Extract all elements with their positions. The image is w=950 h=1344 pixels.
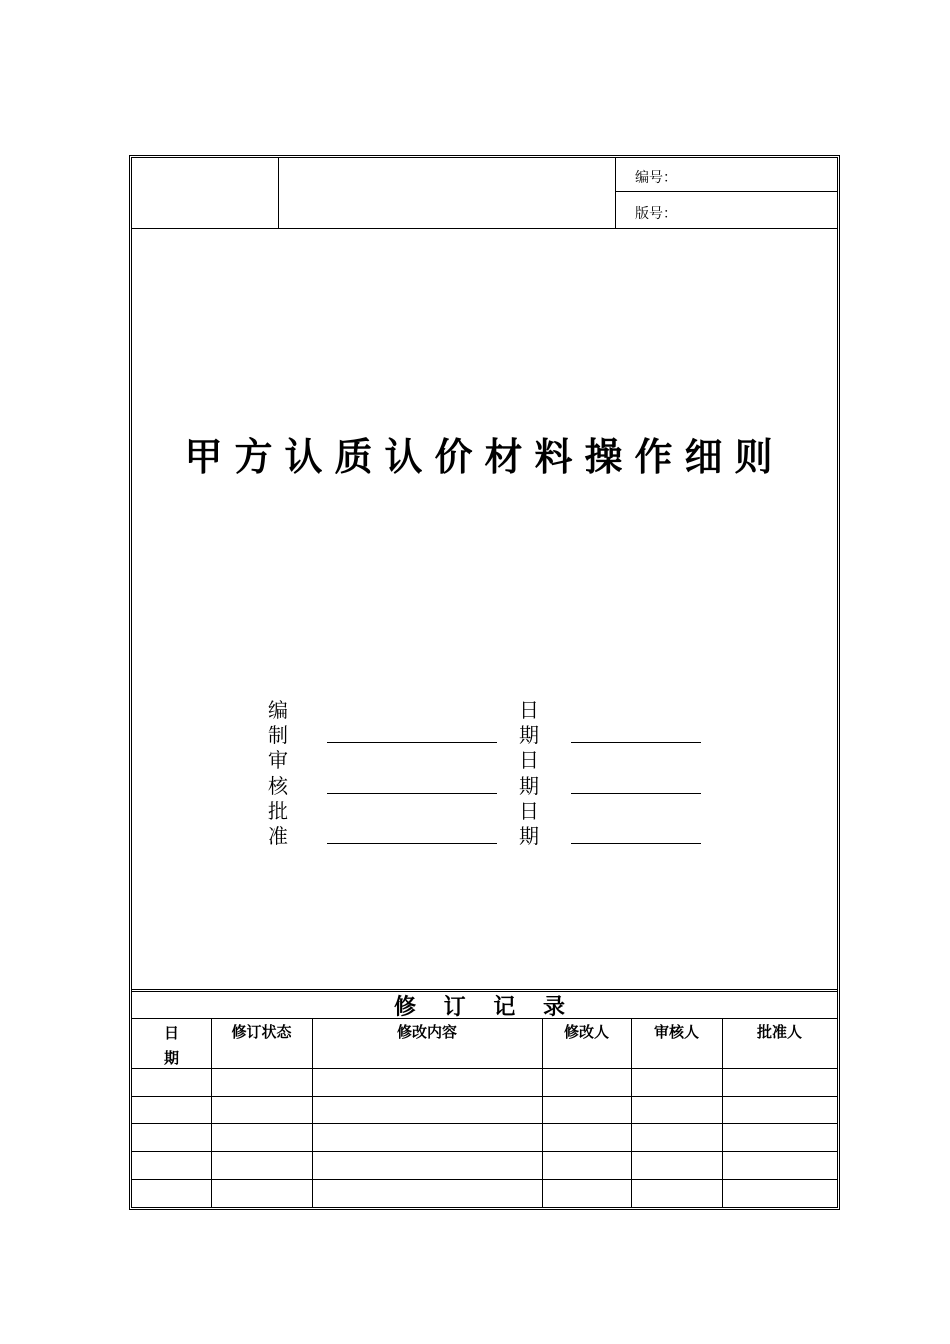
sig-date-char: 日 [519, 748, 539, 772]
revision-header-top [132, 1018, 837, 1019]
col-header-approver: 批准人 [756, 1023, 802, 1041]
sig-role-char: 核 [268, 774, 288, 798]
sig-role-char: 准 [268, 824, 288, 848]
sig-role-char: 编 [268, 698, 288, 722]
col-header-reviewer: 审核人 [653, 1023, 699, 1041]
table-row [132, 1096, 837, 1097]
sig-role-char: 批 [268, 799, 288, 823]
table-row [132, 1068, 837, 1069]
header-divider-3 [615, 191, 837, 192]
sig-date-char: 期 [519, 723, 539, 747]
date-line-approver[interactable] [571, 843, 701, 844]
date-line-reviewer[interactable] [571, 793, 701, 794]
sig-date-char: 日 [519, 799, 539, 823]
col-header-date: 日 期 [163, 1024, 179, 1067]
date-line-preparer[interactable] [571, 742, 701, 743]
col-header-status: 修订状态 [231, 1023, 292, 1041]
sig-date-char: 期 [519, 824, 539, 848]
revision-title: 修 订 记 录 [394, 994, 575, 1020]
col-header-editor: 修改人 [563, 1023, 609, 1041]
signature-line-reviewer[interactable] [327, 793, 497, 794]
table-row [132, 1123, 837, 1124]
sig-date-char: 期 [519, 774, 539, 798]
version-label: 版号： [635, 206, 677, 222]
signature-line-preparer[interactable] [327, 742, 497, 743]
sig-role-char: 审 [268, 748, 288, 772]
document-page [129, 155, 840, 1210]
document-title: 甲方认质认价材料操作细则 [184, 434, 785, 479]
signature-line-approver[interactable] [327, 843, 497, 844]
sig-date-char: 日 [519, 698, 539, 722]
table-row [132, 1179, 837, 1180]
number-label: 编号： [635, 170, 677, 186]
sig-role-char: 制 [268, 723, 288, 747]
col-header-content: 修改内容 [396, 1023, 457, 1041]
header-divider-2 [615, 158, 616, 228]
header-divider-1 [278, 158, 279, 228]
header-bottom-border [132, 228, 837, 229]
table-row [132, 1151, 837, 1152]
